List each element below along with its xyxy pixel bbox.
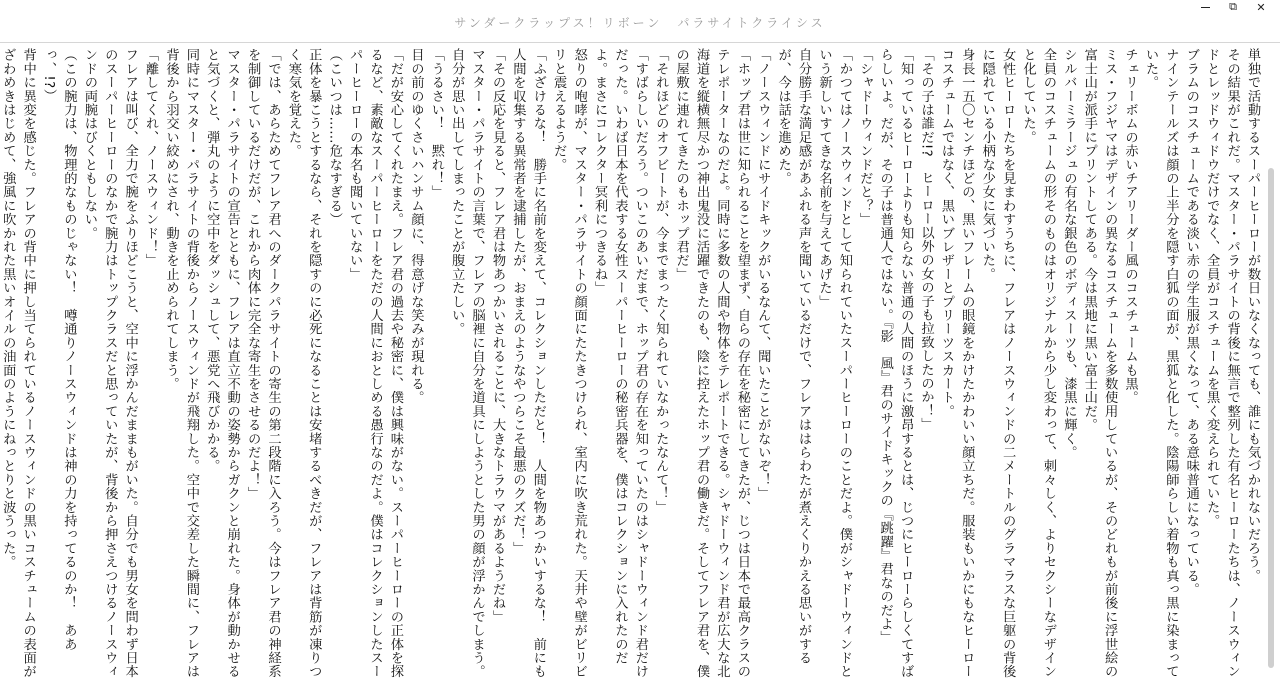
vertical-text-body: 単独で活動するスーパーヒーローが数日いなくなっても、誰にも気づかれないだろう。 その結果がこれだ。マスター・パラサイトの背後に無言で整列した有名ヒーローたちは、ノースウィンドとレッドウィドウだけでなく、全員がコスチュームを黒く変えられていた。 ブラムのコスチュームである淡い赤の学生服が黒くなって、ある意味普通になっている。 ナインテールズは顔の上半分を隠す白狐の面が、黒狐と化した。陰陽師らしい着物も真っ黒に染まっていた。 チェリーボムの赤いチアリーダー風のコスチュームも黒。 ミス・フジヤマはデザインの異なるコスチュームを多数使用しているが、そのどれもが前後に浮世絵の富士山が派手にプリントしてある。今は黒地に黒い富士山だ。 シルバーミラージュの有名な銀色のボディスーツも、漆黒に輝く。 全員のコスチュームの形そのものはオリジナルから少し変わって、刺々しく、よりセクシーなデザインと化していた。 女性ヒーローたちを見まわすうちに、フレアはノースウィンドの二メートルのグラマラスな巨躯の背後に隠れている小柄な少女に気づいた。 身長一五〇センチほどの、黒いフレームの眼鏡をかけたかわいい顔立ちだ。服装もいかにもなヒーローコスチュームではなく、黒いブレザーとプリーツスカート。 「その子は誰だ!? ヒーロー以外の女の子も拉致したのか！」 「知っているヒーローよりも知らない普通の人間のほうに激昂するとは、じつにヒーローらしくてすばらしいよ。だが、その子は普通人ではない。『影 風』君のサイドキックの『跳躍』君なのだよ」 「シャドーウィンドだと？」 「かつてはノースウィンドとして知られていたスーパーヒーローのことだよ。僕がシャドーウィンドという新しいすてきな名前を与えてあげた」 自分勝手な満足感があふれる声を聞いているだけで、フレアははらわたが煮えくりかえる思いがするが、今は話を進めた。 「ノースウィンドにサイドキックがいるなんて、聞いたことがないぞ！」 「ホップ君は世に知られることを望まず、自らの存在を秘密にしてきたが、じつは日本で最高クラスのテレポーターなのだよ。同時に多数の人間や物体をテレポートできる。シャドーウィンド君が広大な北海道を縦横無尽かつ神出鬼没に活躍できたのも、陰に控えたホップ君の働きだ。そしてフレア君を、僕の屋敷に連れてきたのもホップ君だ」 「それほどのオフビートが、今までまったく知られていなかったなんて！」 「すばらしいだろう。ついこのあいだまで、ホップ君の存在を知っていたのはシャドーウィンド君だけだった。いわば日本を代表する女性スーパーヒーローの秘密兵器を、僕はコレクションに入れたのだよ。まさにコレクター冥利につきるね」 怒りの咆哮が、マスター・パラサイトの顔面にたたきつけられ、室内に吹き荒れた。天井や壁がビリビリと震えるようだ。 「ふざけるな！ 勝手に名前を変えて、コレクションしただと！ 人間を物あつかいするな！ 前にも人間を収集する異常者を逮捕したが、おまえのようなやつらこそ最悪のクズだ！」 「その反応を見ると、フレア君は物あつかいされることに、大きなトラウマがあるようだね」 マスター・パラサイトの言葉で、フレアの脳裡に自分を道具にしようとした男の顔が浮かんでしまう。自分が思い出してしまったことが腹立たしい。 「うるさい！ 黙れ！」 目の前のゆくさいハンサム顔に、得意げな笑みが現れる。 「だが安心してくれたまえ。フレア君の過去や秘密に、僕は興味がない。スーパーヒーローの正体を探るなど、素敵なスーパーヒーローをただの人間におとしめる愚行なのだよ。僕はコレクションしたスーパーヒーローの本名も聞いていない」 （こいつは……危なすぎる） 正体を暴こうとするなら、それを隠すのに必死になることは安堵するべきだが、フレアは背筋が凍りつく寒気を覚えた。 「では、あらためてフレア君へのダークパラサイトの寄生の第二段階に入ろう。今はフレア君の神経系を制御しているだけだが、これから肉体に完全な寄生をさせるのだよ！」 マスター・パラサイトの宣告とともに、フレアは直立不動の姿勢からガクンと崩れた。身体が動かせると気づくと、弾丸のように空中をダッシュして、悪党へ飛びかかる。 同時にマスター・パラサイトの背後からノースウィンドが飛翔した。空中で交差した瞬間に、フレアは背後から羽交い絞めにされ、動きを止められてしまう。 「離してくれ、ノースウィンド！」 フレアは叫び、全力で腕をふりほどこうと、空中に浮かんだままもがいた。自分でも男女を問わず日本のスーパーヒーローのなかで腕力はトップクラスだと思っていたが、背後から押さえつけるノースウィンドの両腕はびくともしない。 （この腕力は、物理的なものじゃない！ 噂通りノースウィンドは神の力を持ってるのか！ ああっ、!?） 背中に異変を感じた。フレアの背中に押し当てられているノースウィンドの黒いコスチュームの表面がざわめきはじめて、強風に吹かれた黒いオイルの油面のようにねっとりと波うった。 [0, 48, 1260, 679]
minimize-icon [1201, 7, 1210, 8]
maximize-button[interactable] [1218, 0, 1248, 14]
divider [0, 42, 1280, 43]
restore-icon: ⧉ [1229, 0, 1237, 13]
reading-pane[interactable] [0, 48, 1262, 688]
scrollbar-thumb[interactable] [1268, 168, 1274, 668]
window-title: サンダークラップス！リボーン パラサイトクライシス [454, 16, 826, 30]
title-bar [0, 0, 1280, 42]
close-button[interactable] [1246, 0, 1276, 14]
close-icon: ✕ [1256, 0, 1266, 14]
vertical-scrollbar[interactable] [1262, 48, 1280, 688]
minimize-button[interactable] [1190, 0, 1220, 14]
